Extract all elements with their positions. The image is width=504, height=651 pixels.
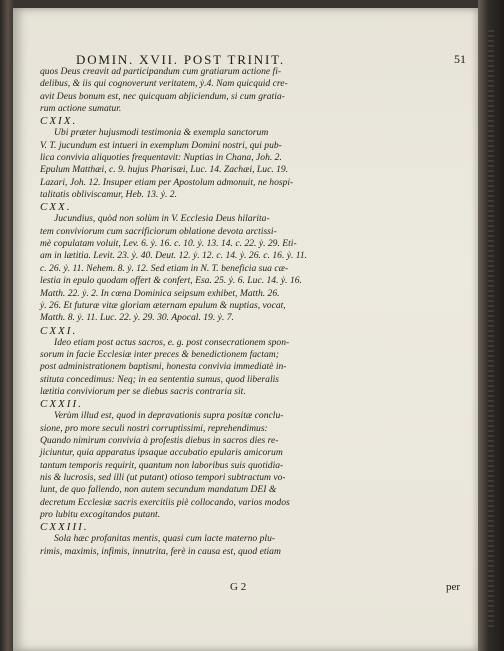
text-line: nis & lucrosis, sed illi (ut putant) otioso tempori subtractum vo- <box>40 471 286 483</box>
text-line: tem conviviorum cum sacrificiorum oblatione devota arctissi- <box>40 225 277 237</box>
section-number: CXXII. <box>40 398 83 411</box>
text-line: rimis, maximis, infimis, innutrita, ferè in causa est, quod etiam <box>40 545 281 557</box>
text-line: decretum Ecclesiæ sacris exercitiis piè collocando, varios modos <box>40 496 290 508</box>
text-line: am in lætitia. Levit. 23. ẏ. 40. Deut. 12. ẏ. 12. c. 14. ẏ. 26. c. 16. ẏ. 11. <box>40 250 308 262</box>
page-stack-lines <box>488 30 494 630</box>
text-line: Matth. 8. ẏ. 11. Luc. 22. ẏ. 29. 30. Apocal. 19. ẏ. 7. <box>40 312 234 324</box>
text-line: Jucundius, quòd non solùm in V. Ecclesia Deus hilarita- <box>54 213 270 225</box>
text-line: jiciuntur, quia apparatus ipsaque accubatio epularis amicorum <box>40 447 283 459</box>
text-line: post administrationem baptismi, honesta convivia immediatè in- <box>40 361 287 373</box>
section-number: CXIX. <box>40 115 78 128</box>
text-line: delibus, & iis qui cognoverunt veritatem, ẏ.4. Nam quicquid cre- <box>40 78 288 90</box>
text-line: quos Deus creavit ad participandum cum gratiarum actione fi- <box>40 66 282 77</box>
text-line: sione, pro more seculi nostri corruptissimi, reprehendimus: <box>40 422 268 434</box>
text-line: lunt, de quo fallendo, non autem secundum mandatum DEI & <box>40 484 277 496</box>
text-line: stituta concedimus: Neq; in ea sententia sumus, quod liberalis <box>40 373 280 385</box>
text-line: pro lubitu excogitandos putant. <box>40 509 161 520</box>
text-line: avit Deus bonum est, nec quicquam abjiciendum, si cum gratia- <box>40 90 285 102</box>
text-line: Epulum Matthæi, c. 9. hujus Pharisæi, Luc. 14. Zachæi, Luc. 19. <box>40 164 289 176</box>
text-line: Ideo etiam post actus sacros, e. g. post consecrationem spon- <box>54 336 290 348</box>
text-line: c. 26. ẏ. 11. Nehem. 8. ẏ. 12. Sed etiam in N. T. beneficia sua cæ- <box>40 262 289 274</box>
text-line: sorum in facie Ecclesiæ inter preces & benedictionem factam; <box>40 348 279 360</box>
text-line: lestia in epulo quodam offert & confert, Esa. 25. ẏ. 6. Luc. 14. ẏ. 16. <box>40 275 302 287</box>
text-line: ẏ. 26. Et futuræ vitæ gloriam æternam epulum & nuptias, vocat, <box>40 299 286 311</box>
text-line: Ubi præter hujusmodi testimonia & exempla sanctorum <box>54 127 269 139</box>
text-line: lætitia conviviorum per se diebus sacris contraria sit. <box>40 385 246 397</box>
page-number: 51 <box>454 52 466 66</box>
text-line: V. T. jucundum est intueri in exemplum Domini nostri, qui pub- <box>40 139 282 151</box>
text-line: rum actione sumatur. <box>40 103 122 115</box>
text-line: Quando nimirum convivia à profestis diebus in sacros dies re- <box>40 434 279 446</box>
text-line: Lazari, Joh. 12. Insuper etiam per Apostolum admonuit, ne hospi- <box>40 176 294 188</box>
section-number: CXXIII. <box>40 521 89 534</box>
book-fore-edge <box>478 0 504 651</box>
paragraph-cxxiii <box>40 533 460 558</box>
text-line: Matth. 22. ẏ. 2. In cœna Dominica seipsum exhibet, Matth. 26. <box>40 287 280 299</box>
running-head: DOMIN. XVII. POST TRINIT. <box>76 52 285 67</box>
body-text <box>40 66 460 558</box>
catchword: per <box>445 581 460 593</box>
paragraph-cxxii <box>40 410 460 521</box>
text-line: Verùm illud est, quod in depravationis supra positæ conclu- <box>54 410 284 422</box>
page-footer <box>40 581 460 595</box>
text-line: tantum temporis requirit, quantum non laboribus suis quotidia- <box>40 459 284 471</box>
section-number: CXX. <box>40 201 72 214</box>
section-number: CXXI. <box>40 324 78 337</box>
paragraph-cxix <box>40 127 460 201</box>
text-line: talitatis obliviscamur, Heb. 13. ẏ. 2. <box>40 189 177 201</box>
text-line: mè copulatam voluit, Lev. 6. ẏ. 16. c. 10. ẏ. 13. 14. c. 22. ẏ. 29. Eti- <box>40 238 297 250</box>
paragraph-cxxi <box>40 337 460 399</box>
paragraph-cxx <box>40 213 460 324</box>
text-line: lica convivia aliquoties frequentavit: Nuptias in Chana, Joh. 2. <box>40 152 282 164</box>
signature-mark: G 2 <box>230 581 247 593</box>
paragraph-intro <box>40 66 460 115</box>
text-line: Sola hæc profanitas mentis, quasi cum lacte materno plu- <box>54 533 276 545</box>
